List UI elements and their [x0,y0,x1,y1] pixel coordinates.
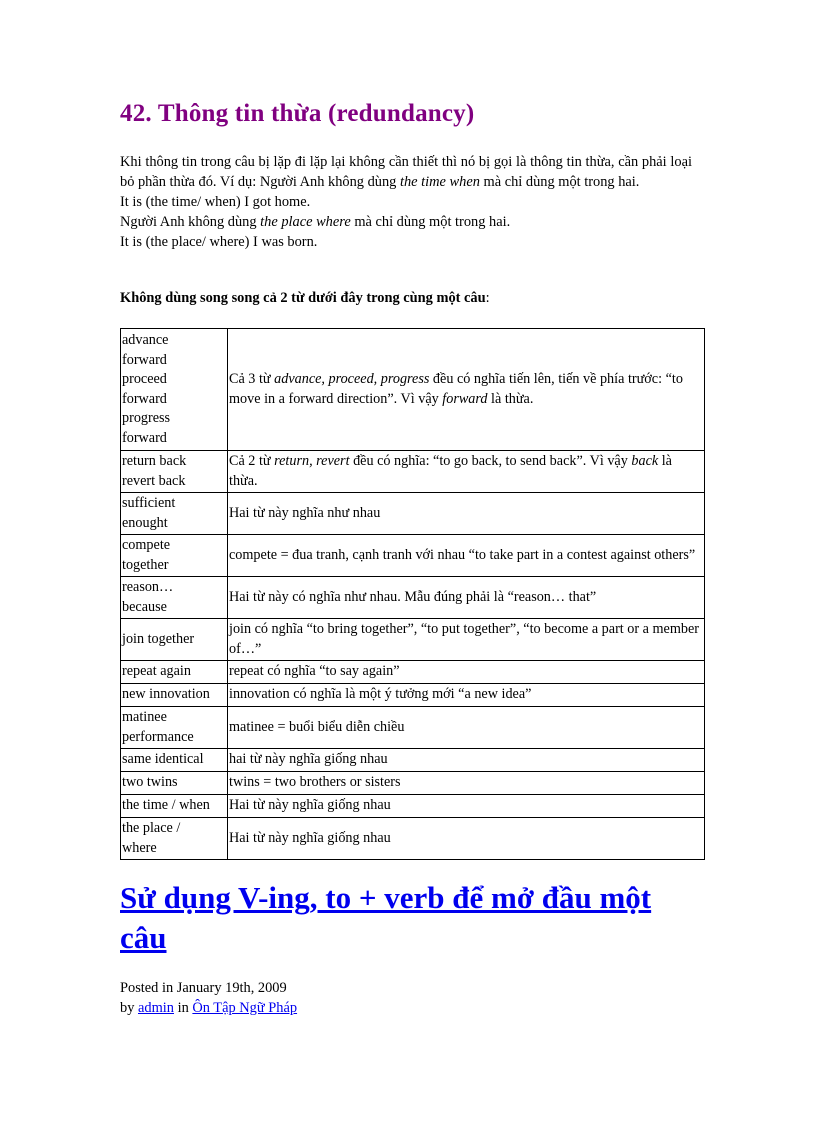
redundancy-table [120,328,705,860]
desc-cell: Hai từ này nghĩa giống nhau [228,795,705,818]
table-row [121,707,705,749]
word-cell: new innovation [121,684,228,707]
intro-text [120,152,692,252]
desc-cell: repeat có nghĩa “to say again” [228,661,705,684]
word-cell: advance forward proceed forward progress forward [121,329,228,451]
table-row [121,329,705,451]
word-cell: the time / when [121,795,228,818]
desc-cell: Hai từ này có nghĩa như nhau. Mẫu đúng phải là “reason… that” [228,577,705,619]
table-row [121,493,705,535]
table-row [121,795,705,818]
category-link[interactable]: Ôn Tập Ngữ Pháp [192,1000,298,1016]
desc-cell: twins = two brothers or sisters [228,772,705,795]
byline: by admin in Ôn Tập Ngữ Pháp [120,1000,298,1016]
word-cell: reason… because [121,577,228,619]
word-cell: join together [121,619,228,661]
word-cell: compete together [121,535,228,577]
table-row [121,619,705,661]
post-title-link[interactable]: Sử dụng V-ing, to + verb để mở đầu một câu [120,880,652,955]
word-cell: same identical [121,749,228,772]
desc-cell: Hai từ này nghĩa như nhau [228,493,705,535]
intro-line-3: Người Anh không dùng the place where mà chỉ dùng một trong hai. [120,214,511,230]
desc-cell: matinee = buổi biểu diễn chiều [228,707,705,749]
word-cell: matinee performance [121,707,228,749]
desc-cell: Cả 3 từ advance, proceed, progress đều có nghĩa tiến lên, tiến về phía trước: “to move in a forward direction”. Vì vậy forward là thừa. [228,329,705,451]
posted-date: Posted in January 19th, 2009 [120,980,287,996]
word-cell: repeat again [121,661,228,684]
desc-cell: innovation có nghĩa là một ý tưởng mới “a new idea” [228,684,705,707]
desc-cell: compete = đua tranh, cạnh tranh với nhau “to take part in a contest against others” [228,535,705,577]
example-line-2: It is (the place/ where) I was born. [120,234,318,250]
table-row [121,577,705,619]
table-row [121,818,705,860]
desc-cell: Hai từ này nghĩa giống nhau [228,818,705,860]
desc-cell: join có nghĩa “to bring together”, “to put together”, “to become a part or a member of…” [228,619,705,661]
word-cell: two twins [121,772,228,795]
table-row [121,451,705,493]
table-row [121,749,705,772]
word-cell: sufficient enought [121,493,228,535]
table-heading: Không dùng song song cả 2 từ dưới đây trong cùng một câu: [120,290,490,306]
table-row [121,772,705,795]
table-row [121,684,705,707]
author-link[interactable]: admin [138,1000,174,1016]
table-row [121,661,705,684]
word-cell: return back revert back [121,451,228,493]
section-title: 42. Thông tin thừa (redundancy) [120,100,475,127]
desc-cell: hai từ này nghĩa giống nhau [228,749,705,772]
table-row [121,535,705,577]
desc-cell: Cả 2 từ return, revert đều có nghĩa: “to go back, to send back”. Vì vậy back là thừa. [228,451,705,493]
example-line-1: It is (the time/ when) I got home. [120,194,311,210]
word-cell: the place / where [121,818,228,860]
intro-paragraph: Khi thông tin trong câu bị lặp đi lặp lại không cần thiết thì nó bị gọi là thông tin thừa, cần phải loại bỏ phần thừa đó. Ví dụ: Người Anh không dùng the time when mà chỉ dùng một trong hai. [120,154,692,190]
post-meta [120,978,297,1018]
